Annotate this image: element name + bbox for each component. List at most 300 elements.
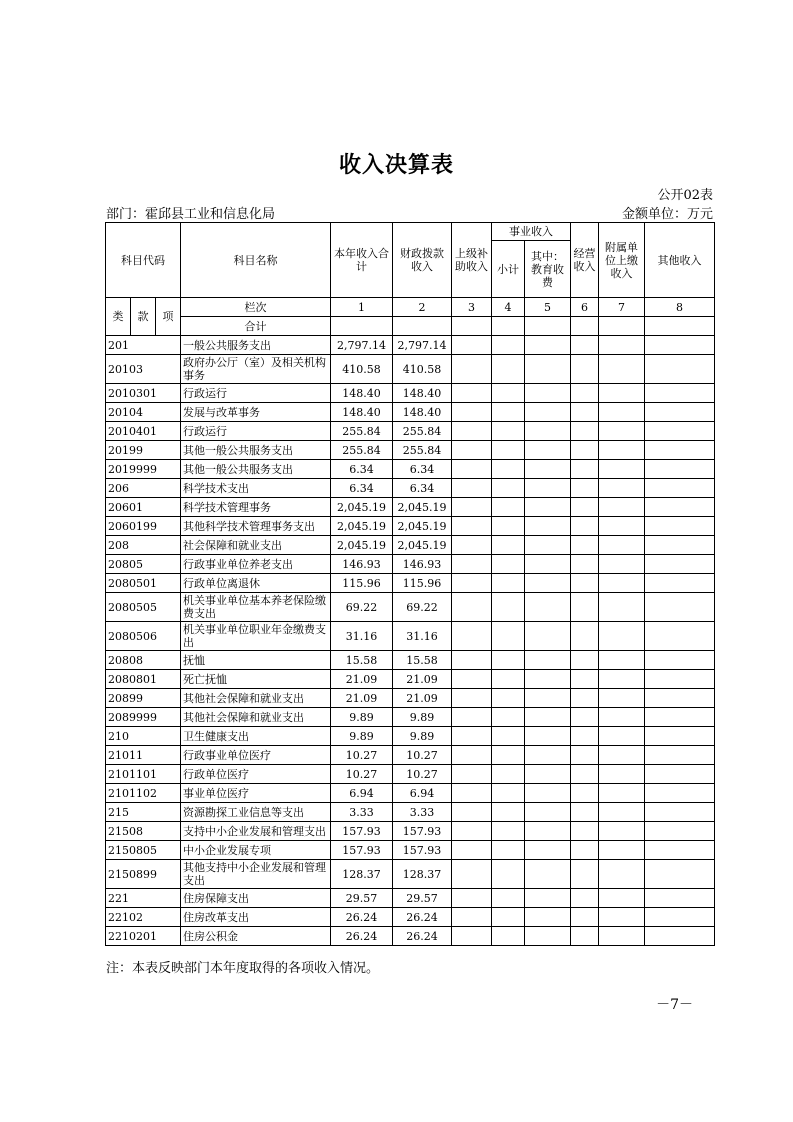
- empty-cell: [645, 536, 715, 555]
- empty-cell: [571, 403, 599, 422]
- empty-cell: [571, 889, 599, 908]
- fiscal-cell: 6.94: [393, 784, 452, 803]
- empty-cell: [599, 574, 645, 593]
- xiang-header: 项: [156, 298, 181, 336]
- empty-cell: [452, 708, 492, 727]
- current-income-cell: 10.27: [331, 746, 393, 765]
- subject-name-cell: 中小企业发展专项: [181, 841, 331, 860]
- empty-cell: [571, 765, 599, 784]
- subject-name-cell: 行政单位医疗: [181, 765, 331, 784]
- table-row: [106, 765, 715, 784]
- empty-cell: [645, 422, 715, 441]
- fiscal-cell: 9.89: [393, 727, 452, 746]
- subject-name-cell: 科学技术支出: [181, 479, 331, 498]
- current-income-cell: 148.40: [331, 384, 393, 403]
- subject-name-cell: 行政事业单位养老支出: [181, 555, 331, 574]
- fiscal-cell: 6.34: [393, 479, 452, 498]
- subject-code-cell: 20808: [106, 651, 181, 670]
- empty-cell: [452, 765, 492, 784]
- empty-cell: [492, 927, 525, 946]
- empty-cell: [492, 746, 525, 765]
- subject-name-cell: 发展与改革事务: [181, 403, 331, 422]
- empty-cell: [599, 441, 645, 460]
- column-label: 栏次: [181, 298, 331, 317]
- empty-cell: [571, 574, 599, 593]
- empty-cell: [452, 746, 492, 765]
- empty-cell: [645, 355, 715, 384]
- current-income-cell: 21.09: [331, 689, 393, 708]
- empty-cell: [645, 593, 715, 622]
- empty-cell: [492, 460, 525, 479]
- empty-cell: [331, 317, 393, 336]
- fiscal-cell: 69.22: [393, 593, 452, 622]
- empty-cell: [645, 708, 715, 727]
- career-header: 事业收入: [492, 223, 571, 241]
- empty-cell: [452, 651, 492, 670]
- table-row: [106, 927, 715, 946]
- empty-cell: [645, 498, 715, 517]
- table-row: [106, 708, 715, 727]
- subject-name-cell: 政府办公厅（室）及相关机构事务: [181, 355, 331, 384]
- fiscal-cell: 2,045.19: [393, 498, 452, 517]
- current-income-cell: 3.33: [331, 803, 393, 822]
- empty-cell: [599, 536, 645, 555]
- empty-cell: [492, 889, 525, 908]
- other-header: 其他收入: [645, 223, 715, 298]
- current-income-cell: 128.37: [331, 860, 393, 889]
- empty-cell: [525, 651, 571, 670]
- subject-code-cell: 20199: [106, 441, 181, 460]
- empty-cell: [525, 908, 571, 927]
- empty-cell: [393, 317, 452, 336]
- empty-cell: [525, 822, 571, 841]
- empty-cell: [492, 517, 525, 536]
- empty-cell: [452, 536, 492, 555]
- empty-cell: [645, 765, 715, 784]
- fiscal-cell: 146.93: [393, 555, 452, 574]
- column-number: 1: [331, 298, 393, 317]
- empty-cell: [452, 460, 492, 479]
- empty-cell: [599, 927, 645, 946]
- empty-cell: [492, 670, 525, 689]
- table-code: 公开02表: [657, 188, 713, 203]
- empty-cell: [571, 746, 599, 765]
- current-income-cell: 9.89: [331, 708, 393, 727]
- table-row: [106, 908, 715, 927]
- empty-cell: [599, 708, 645, 727]
- empty-cell: [645, 927, 715, 946]
- empty-cell: [525, 689, 571, 708]
- column-number: 3: [452, 298, 492, 317]
- subject-code-cell: 2010301: [106, 384, 181, 403]
- empty-cell: [571, 803, 599, 822]
- subject-code-cell: 20899: [106, 689, 181, 708]
- empty-cell: [645, 441, 715, 460]
- empty-cell: [599, 689, 645, 708]
- empty-cell: [645, 822, 715, 841]
- empty-cell: [571, 355, 599, 384]
- empty-cell: [492, 803, 525, 822]
- fiscal-cell: 157.93: [393, 822, 452, 841]
- department-label: 部门：霍邱县工业和信息化局: [106, 207, 276, 222]
- footnote: 注：本表反映部门本年度取得的各项收入情况。: [106, 961, 380, 976]
- subject-code-cell: 20601: [106, 498, 181, 517]
- fiscal-cell: 2,045.19: [393, 536, 452, 555]
- empty-cell: [571, 384, 599, 403]
- empty-cell: [525, 517, 571, 536]
- subject-name-cell: 行政运行: [181, 422, 331, 441]
- empty-cell: [571, 593, 599, 622]
- subject-code-cell: 20103: [106, 355, 181, 384]
- empty-cell: [452, 822, 492, 841]
- subject-code-cell: 201: [106, 336, 181, 355]
- empty-cell: [599, 422, 645, 441]
- fiscal-cell: 26.24: [393, 908, 452, 927]
- empty-cell: [452, 908, 492, 927]
- subject-name-cell: 行政运行: [181, 384, 331, 403]
- subject-code-cell: 2010401: [106, 422, 181, 441]
- empty-cell: [571, 479, 599, 498]
- empty-cell: [571, 908, 599, 927]
- fiscal-cell: 148.40: [393, 384, 452, 403]
- current-income-cell: 255.84: [331, 441, 393, 460]
- empty-cell: [492, 860, 525, 889]
- current-income-cell: 115.96: [331, 574, 393, 593]
- current-income-cell: 15.58: [331, 651, 393, 670]
- subject-code-cell: 22102: [106, 908, 181, 927]
- table-row: [106, 622, 715, 651]
- empty-cell: [525, 460, 571, 479]
- empty-cell: [452, 384, 492, 403]
- header-row-1: [106, 223, 715, 241]
- empty-cell: [645, 784, 715, 803]
- current-income-cell: 21.09: [331, 670, 393, 689]
- fiscal-cell: 115.96: [393, 574, 452, 593]
- subject-code-cell: 2080801: [106, 670, 181, 689]
- empty-cell: [492, 355, 525, 384]
- subject-name-cell: 一般公共服务支出: [181, 336, 331, 355]
- empty-cell: [571, 498, 599, 517]
- empty-cell: [571, 651, 599, 670]
- empty-cell: [571, 536, 599, 555]
- fiscal-cell: 2,797.14: [393, 336, 452, 355]
- empty-cell: [571, 517, 599, 536]
- empty-cell: [571, 784, 599, 803]
- current-income-cell: 31.16: [331, 622, 393, 651]
- subject-name-cell: 其他一般公共服务支出: [181, 460, 331, 479]
- table-row: [106, 803, 715, 822]
- empty-cell: [452, 889, 492, 908]
- fiscal-cell: 31.16: [393, 622, 452, 651]
- empty-cell: [525, 384, 571, 403]
- subject-code-cell: 21508: [106, 822, 181, 841]
- empty-cell: [492, 765, 525, 784]
- table-row: [106, 336, 715, 355]
- table-row: [106, 784, 715, 803]
- empty-cell: [525, 336, 571, 355]
- empty-cell: [599, 593, 645, 622]
- empty-cell: [599, 746, 645, 765]
- empty-cell: [645, 460, 715, 479]
- empty-cell: [525, 927, 571, 946]
- empty-cell: [645, 517, 715, 536]
- fiscal-cell: 9.89: [393, 708, 452, 727]
- empty-cell: [599, 403, 645, 422]
- subject-code-cell: 2210201: [106, 927, 181, 946]
- subject-code-cell: 210: [106, 727, 181, 746]
- current-income-cell: 6.34: [331, 460, 393, 479]
- empty-cell: [525, 403, 571, 422]
- current-income-cell: 26.24: [331, 927, 393, 946]
- affiliated-header: 附属单位上缴收入: [599, 223, 645, 298]
- empty-cell: [492, 593, 525, 622]
- empty-cell: [571, 441, 599, 460]
- empty-cell: [525, 422, 571, 441]
- subject-name-cell: 其他一般公共服务支出: [181, 441, 331, 460]
- current-income-cell: 9.89: [331, 727, 393, 746]
- table-row: [106, 746, 715, 765]
- page-number: －7－: [656, 997, 693, 1013]
- empty-cell: [492, 822, 525, 841]
- career-edu-header: 其中：教育收费: [525, 241, 571, 298]
- page-title: 收入决算表: [338, 152, 454, 178]
- empty-cell: [645, 670, 715, 689]
- subject-code-cell: 2060199: [106, 517, 181, 536]
- subject-code-cell: 2101101: [106, 765, 181, 784]
- empty-cell: [492, 622, 525, 651]
- empty-cell: [525, 622, 571, 651]
- empty-cell: [525, 841, 571, 860]
- column-number: 5: [525, 298, 571, 317]
- subject-name-cell: 死亡抚恤: [181, 670, 331, 689]
- column-number: 8: [645, 298, 715, 317]
- current-income-cell: 10.27: [331, 765, 393, 784]
- total-label: 合计: [181, 317, 331, 336]
- current-income-cell: 2,797.14: [331, 336, 393, 355]
- fiscal-cell: 2,045.19: [393, 517, 452, 536]
- table-row: [106, 517, 715, 536]
- fiscal-cell: 10.27: [393, 746, 452, 765]
- unit-label: 金额单位：万元: [621, 207, 713, 222]
- subject-name-cell: 抚恤: [181, 651, 331, 670]
- subject-name-cell: 住房改革支出: [181, 908, 331, 927]
- total-row: [106, 317, 715, 336]
- subject-code-cell: 2080505: [106, 593, 181, 622]
- empty-cell: [492, 784, 525, 803]
- fiscal-cell: 21.09: [393, 689, 452, 708]
- subject-name-cell: 其他社会保障和就业支出: [181, 708, 331, 727]
- empty-cell: [571, 860, 599, 889]
- empty-cell: [645, 622, 715, 651]
- empty-cell: [571, 689, 599, 708]
- empty-cell: [645, 336, 715, 355]
- lei-header: 类: [106, 298, 131, 336]
- subject-code-cell: 2089999: [106, 708, 181, 727]
- empty-cell: [525, 670, 571, 689]
- current-income-cell: 6.34: [331, 479, 393, 498]
- fiscal-cell: 15.58: [393, 651, 452, 670]
- fiscal-header: 财政拨款收入: [393, 223, 452, 298]
- empty-cell: [492, 336, 525, 355]
- empty-cell: [599, 355, 645, 384]
- empty-cell: [571, 460, 599, 479]
- empty-cell: [525, 355, 571, 384]
- empty-cell: [525, 593, 571, 622]
- empty-cell: [599, 651, 645, 670]
- empty-cell: [571, 670, 599, 689]
- empty-cell: [645, 889, 715, 908]
- table-row: [106, 860, 715, 889]
- empty-cell: [452, 670, 492, 689]
- empty-cell: [452, 841, 492, 860]
- empty-cell: [599, 460, 645, 479]
- subject-code-cell: 21011: [106, 746, 181, 765]
- empty-cell: [571, 317, 599, 336]
- subject-name-cell: 住房公积金: [181, 927, 331, 946]
- empty-cell: [599, 384, 645, 403]
- table-row: [106, 555, 715, 574]
- empty-cell: [645, 479, 715, 498]
- table-row: [106, 689, 715, 708]
- subject-name-cell: 事业单位医疗: [181, 784, 331, 803]
- subject-code-cell: 2101102: [106, 784, 181, 803]
- fiscal-cell: 10.27: [393, 765, 452, 784]
- table-row: [106, 441, 715, 460]
- subject-name-cell: 行政单位离退休: [181, 574, 331, 593]
- table-row: [106, 536, 715, 555]
- empty-cell: [492, 574, 525, 593]
- empty-cell: [492, 536, 525, 555]
- empty-cell: [599, 803, 645, 822]
- empty-cell: [571, 622, 599, 651]
- subject-name-header: 科目名称: [181, 223, 331, 298]
- subject-code-cell: 208: [106, 536, 181, 555]
- subject-code-cell: 20805: [106, 555, 181, 574]
- empty-cell: [452, 336, 492, 355]
- column-number: 4: [492, 298, 525, 317]
- empty-cell: [452, 803, 492, 822]
- subject-code-cell: 20104: [106, 403, 181, 422]
- empty-cell: [599, 908, 645, 927]
- kuan-header: 款: [131, 298, 156, 336]
- empty-cell: [525, 317, 571, 336]
- empty-cell: [492, 384, 525, 403]
- empty-cell: [645, 555, 715, 574]
- fiscal-cell: 29.57: [393, 889, 452, 908]
- empty-cell: [599, 889, 645, 908]
- subject-code-cell: 2150805: [106, 841, 181, 860]
- empty-cell: [599, 841, 645, 860]
- empty-cell: [645, 841, 715, 860]
- income-table: [105, 222, 715, 946]
- table-row: [106, 384, 715, 403]
- subject-name-cell: 资源勘探工业信息等支出: [181, 803, 331, 822]
- empty-cell: [492, 555, 525, 574]
- current-income-cell: 2,045.19: [331, 517, 393, 536]
- empty-cell: [452, 517, 492, 536]
- fiscal-cell: 410.58: [393, 355, 452, 384]
- empty-cell: [525, 708, 571, 727]
- table-row: [106, 670, 715, 689]
- table-row: [106, 479, 715, 498]
- empty-cell: [571, 708, 599, 727]
- fiscal-cell: 255.84: [393, 441, 452, 460]
- fiscal-cell: 128.37: [393, 860, 452, 889]
- subject-code-cell: 206: [106, 479, 181, 498]
- empty-cell: [492, 403, 525, 422]
- subject-code-header: 科目代码: [106, 223, 181, 298]
- empty-cell: [452, 593, 492, 622]
- empty-cell: [452, 403, 492, 422]
- empty-cell: [599, 317, 645, 336]
- empty-cell: [452, 927, 492, 946]
- subject-name-cell: 住房保障支出: [181, 889, 331, 908]
- career-subtotal-header: 小计: [492, 241, 525, 298]
- empty-cell: [492, 908, 525, 927]
- empty-cell: [571, 336, 599, 355]
- empty-cell: [645, 384, 715, 403]
- superior-header: 上级补助收入: [452, 223, 492, 298]
- empty-cell: [599, 765, 645, 784]
- table-row: [106, 574, 715, 593]
- subject-code-cell: 2019999: [106, 460, 181, 479]
- empty-cell: [525, 889, 571, 908]
- subject-code-cell: 2150899: [106, 860, 181, 889]
- empty-cell: [525, 746, 571, 765]
- empty-cell: [599, 822, 645, 841]
- empty-cell: [452, 689, 492, 708]
- current-income-cell: 157.93: [331, 822, 393, 841]
- subject-code-cell: 2080501: [106, 574, 181, 593]
- table-row: [106, 403, 715, 422]
- empty-cell: [645, 746, 715, 765]
- empty-cell: [571, 927, 599, 946]
- empty-cell: [599, 860, 645, 889]
- empty-cell: [571, 727, 599, 746]
- subject-name-cell: 支持中小企业发展和管理支出: [181, 822, 331, 841]
- empty-cell: [599, 498, 645, 517]
- empty-cell: [599, 727, 645, 746]
- empty-cell: [525, 555, 571, 574]
- current-income-cell: 26.24: [331, 908, 393, 927]
- empty-cell: [525, 803, 571, 822]
- current-income-header: 本年收入合计: [331, 223, 393, 298]
- empty-cell: [599, 670, 645, 689]
- empty-cell: [492, 422, 525, 441]
- fiscal-cell: 255.84: [393, 422, 452, 441]
- empty-cell: [599, 336, 645, 355]
- subject-code-cell: 215: [106, 803, 181, 822]
- current-income-cell: 255.84: [331, 422, 393, 441]
- empty-cell: [571, 822, 599, 841]
- table-row: [106, 593, 715, 622]
- empty-cell: [452, 498, 492, 517]
- subject-name-cell: 行政事业单位医疗: [181, 746, 331, 765]
- empty-cell: [645, 860, 715, 889]
- fiscal-cell: 6.34: [393, 460, 452, 479]
- empty-cell: [452, 784, 492, 803]
- empty-cell: [525, 498, 571, 517]
- empty-cell: [492, 317, 525, 336]
- empty-cell: [571, 422, 599, 441]
- current-income-cell: 69.22: [331, 593, 393, 622]
- empty-cell: [525, 536, 571, 555]
- empty-cell: [525, 784, 571, 803]
- empty-cell: [492, 441, 525, 460]
- empty-cell: [645, 651, 715, 670]
- column-number: 7: [599, 298, 645, 317]
- subject-name-cell: 机关事业单位基本养老保险缴费支出: [181, 593, 331, 622]
